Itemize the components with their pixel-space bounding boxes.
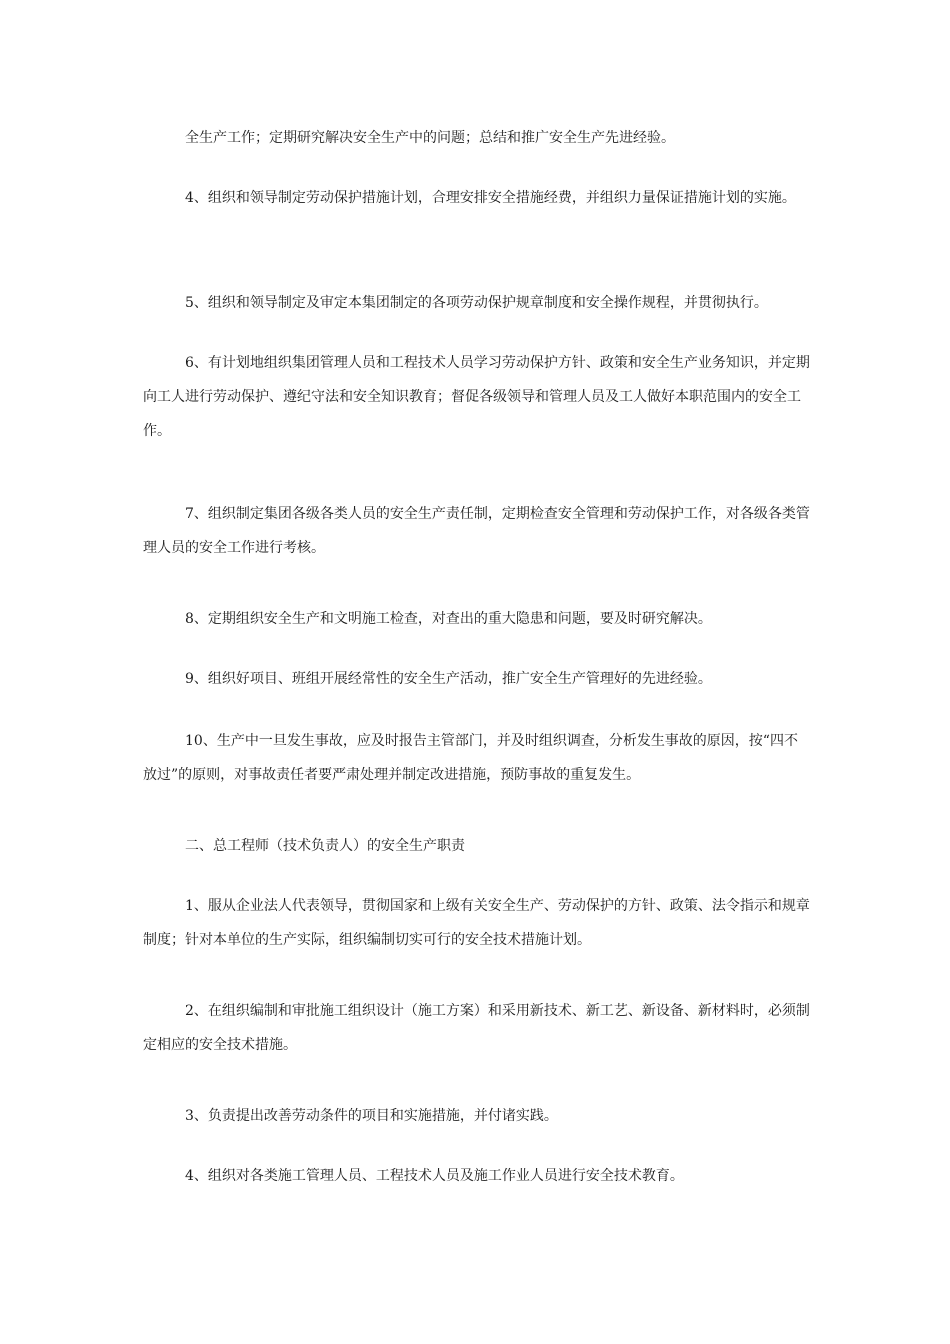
paragraph-item-7: 7、组织制定集团各级各类人员的安全生产责任制，定期检查安全管理和劳动保护工作，对各级各类管理人员的安全工作进行考核。	[143, 506, 810, 556]
paragraph-item-10: 10、生产中一旦发生事故，应及时报告主管部门，并及时组织调查，分析发生事故的原因，按“四不放过”的原则，对事故责任者要严肃处理并制定改进措施，预防事故的重复发生。	[143, 733, 798, 783]
section-heading: 二、总工程师（技术负责人）的安全生产职责	[185, 838, 465, 854]
paragraph-section2-item-2: 2、在组织编制和审批施工组织设计（施工方案）和采用新技术、新工艺、新设备、新材料时，必须制定相应的安全技术措施。	[143, 1003, 810, 1053]
paragraph-section2-item-1: 1、服从企业法人代表领导，贯彻国家和上级有关安全生产、劳动保护的方针、政策、法令指示和规章制度；针对本单位的生产实际，组织编制切实可行的安全技术措施计划。	[143, 898, 810, 948]
paragraph-section2-item-3: 3、负责提出改善劳动条件的项目和实施措施，并付诸实践。	[185, 1108, 558, 1124]
paragraph-item-9: 9、组织好项目、班组开展经常性的安全生产活动，推广安全生产管理好的先进经验。	[185, 671, 712, 687]
paragraph-item-4: 4、组织和领导制定劳动保护措施计划，合理安排安全措施经费，并组织力量保证措施计划的实施。	[185, 190, 796, 206]
paragraph-continuation: 全生产工作；定期研究解决安全生产中的问题；总结和推广安全生产先进经验。	[185, 130, 675, 146]
paragraph-item-8: 8、定期组织安全生产和文明施工检查，对查出的重大隐患和问题，要及时研究解决。	[185, 611, 712, 627]
paragraph-item-6: 6、有计划地组织集团管理人员和工程技术人员学习劳动保护方针、政策和安全生产业务知识，并定期向工人进行劳动保护、遵纪守法和安全知识教育；督促各级领导和管理人员及工人做好本职范围内的安全工作。	[143, 355, 810, 439]
paragraph-section2-item-4: 4、组织对各类施工管理人员、工程技术人员及施工作业人员进行安全技术教育。	[185, 1168, 684, 1184]
paragraph-item-5: 5、组织和领导制定及审定本集团制定的各项劳动保护规章制度和安全操作规程，并贯彻执行。	[185, 295, 768, 311]
